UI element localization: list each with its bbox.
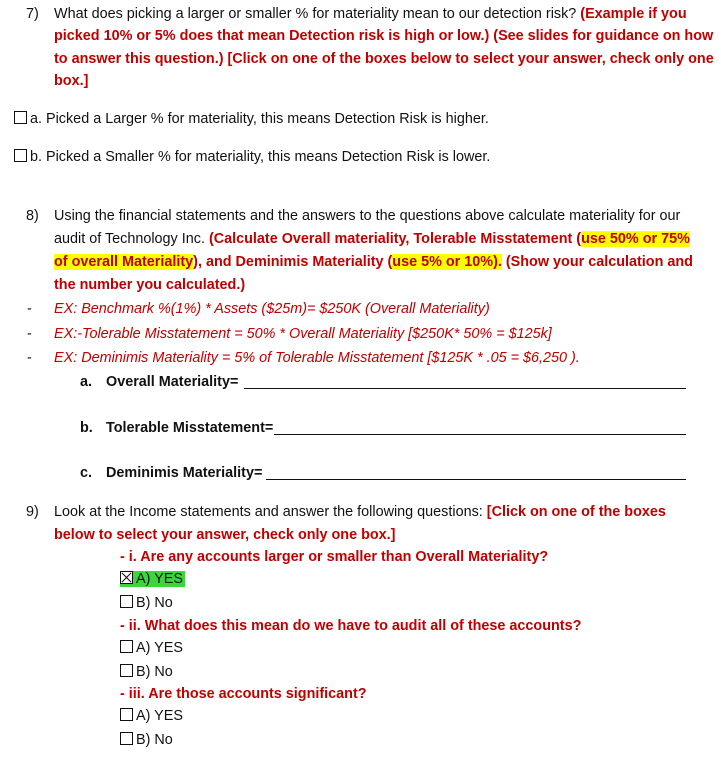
q8-line2-text: audit of Technology Inc. (54, 231, 209, 247)
q8-line1: Using the financial statements and the answers to the questions above calculate materiality for our (54, 208, 681, 224)
q8-line4: the number you calculated.) (54, 277, 246, 293)
q8-line3 (54, 254, 693, 270)
q8-field-c-label: Deminimis Materiality= (106, 465, 263, 481)
q7-instruction-line3: to answer this question.) [Click on one of the boxes below to select your answer, check only one (54, 51, 714, 67)
q8-field-c (80, 465, 262, 481)
q7-question-text: What does picking a larger or smaller % for materiality mean to our detection risk? (54, 6, 581, 22)
q8-field-a-letter: a. (80, 374, 93, 390)
q9-line1 (54, 504, 666, 520)
q9-sub-i-option-b-label: B) No (136, 595, 173, 611)
q9-sub-iii-question: - iii. Are those accounts significant? (120, 686, 367, 702)
q9-instruction-line2: below to select your answer, check only one box.] (54, 527, 396, 543)
q7-option-b[interactable] (14, 149, 490, 165)
q9-sub-i-option-a-checkbox[interactable] (120, 571, 133, 584)
q9-sub-ii-option-a[interactable] (120, 640, 183, 656)
q9-instruction-start: [Click on one of the boxes (486, 504, 666, 520)
q9-sub-iii-option-a[interactable] (120, 708, 183, 724)
q9-sub-ii-option-b-checkbox[interactable] (120, 664, 133, 677)
q8-highlight-overall: of overall Materiality (54, 254, 194, 270)
tolerable-misstatement-input[interactable] (274, 420, 686, 435)
q8-example-bullet-1: - (27, 301, 32, 317)
q8-field-b-letter: b. (80, 420, 93, 436)
q8-number: 8) (26, 208, 39, 224)
q9-sub-ii-question: - ii. What does this mean do we have to audit all of these accounts? (120, 618, 582, 634)
q9-sub-ii-option-b-label: B) No (136, 664, 173, 680)
q9-sub-iii-option-a-checkbox[interactable] (120, 708, 133, 721)
q8-instruction-a: (Calculate Overall materiality, Tolerable Misstatement ( (208, 231, 582, 247)
q7-number: 7) (26, 6, 39, 22)
q7-instruction-line4: box.] (54, 73, 89, 89)
q9-sub-i-option-b[interactable] (120, 595, 173, 611)
q8-field-a-label: Overall Materiality= (106, 374, 239, 390)
q9-sub-iii-option-b-checkbox[interactable] (120, 732, 133, 745)
q9-sub-i-question: - i. Are any accounts larger or smaller than Overall Materiality? (120, 549, 549, 565)
q8-instruction-b: ), and Deminimis Materiality ( (193, 254, 393, 270)
q7-instruction-line2: picked 10% or 5% does that mean Detection risk is high or low.) (See slides for guidance on how (54, 28, 714, 44)
q8-example-bullet-2: - (27, 326, 32, 342)
q8-highlight-deminimis: use 5% or 10%). (392, 254, 502, 270)
q9-sub-iii-option-b[interactable] (120, 732, 173, 748)
q9-sub-ii-option-b[interactable] (120, 664, 173, 680)
q7-question-line1 (54, 6, 687, 22)
q8-field-b (80, 420, 273, 436)
q9-sub-iii-option-a-label: A) YES (136, 708, 183, 724)
q8-field-b-label: Tolerable Misstatement= (106, 420, 274, 436)
q7-option-a[interactable] (14, 111, 489, 127)
q9-sub-i-option-b-checkbox[interactable] (120, 595, 133, 608)
q8-example-3: EX: Deminimis Materiality = 5% of Tolerable Misstatement [$125K * .05 = $6,250 ). (54, 350, 580, 366)
q8-example-2: EX:-Tolerable Misstatement = 50% * Overall Materiality [$250K* 50% = $125k] (54, 326, 552, 342)
q9-number: 9) (26, 504, 39, 520)
q8-highlight-tolerable: use 50% or 75% (581, 231, 690, 247)
q7-option-b-checkbox[interactable] (14, 149, 27, 162)
q7-option-b-label: b. Picked a Smaller % for materiality, this means Detection Risk is lower. (30, 149, 491, 165)
overall-materiality-input[interactable] (244, 374, 686, 389)
q7-instruction-start: (Example if you (580, 6, 687, 22)
q9-question-text: Look at the Income statements and answer the following questions: (54, 504, 487, 520)
q9-sub-iii-option-b-label: B) No (136, 732, 173, 748)
q8-field-c-letter: c. (80, 465, 93, 481)
q9-sub-ii-option-a-label: A) YES (136, 640, 183, 656)
q9-sub-ii-option-a-checkbox[interactable] (120, 640, 133, 653)
q8-field-a (80, 374, 238, 390)
q9-sub-i-option-a-label: A) YES (136, 571, 183, 587)
q9-sub-i-option-a[interactable] (120, 571, 185, 587)
q8-example-1: EX: Benchmark %(1%) * Assets ($25m)= $250K (Overall Materiality) (54, 301, 490, 317)
q7-option-a-checkbox[interactable] (14, 111, 27, 124)
q8-example-bullet-3: - (27, 350, 32, 366)
q8-instruction-c: (Show your calculation and (501, 254, 693, 270)
q7-option-a-label: a. Picked a Larger % for materiality, this means Detection Risk is higher. (30, 111, 489, 127)
deminimis-materiality-input[interactable] (266, 465, 686, 480)
q8-line2 (54, 231, 690, 247)
